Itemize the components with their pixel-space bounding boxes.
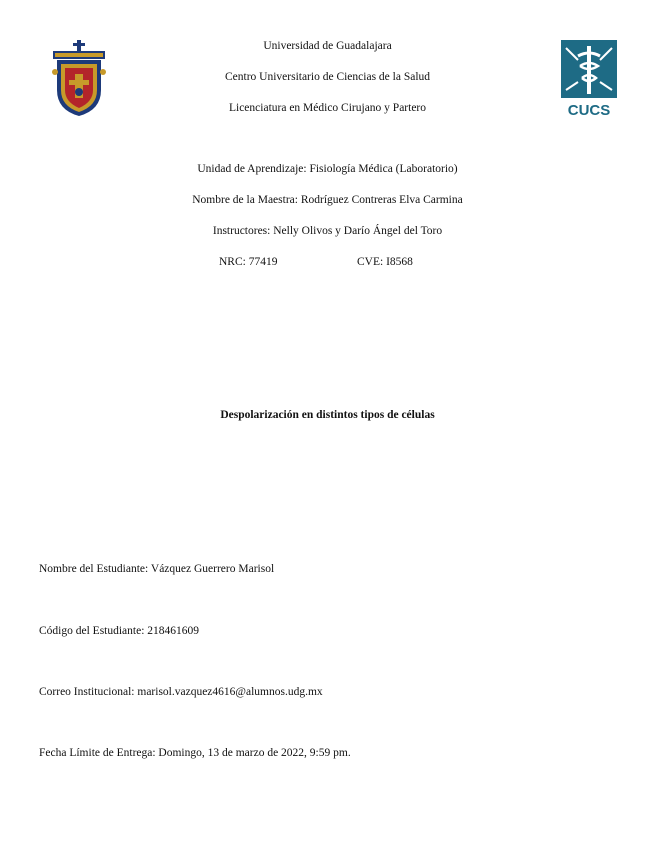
- document-title: Despolarización en distintos tipos de células: [220, 409, 435, 421]
- deadline: Fecha Límite de Entrega: Domingo, 13 de marzo de 2022, 9:59 pm.: [39, 747, 351, 759]
- cve-code: CVE: I8568: [357, 256, 413, 268]
- center-name: Centro Universitario de Ciencias de la Salud: [224, 71, 431, 83]
- nrc-code: NRC: 77419: [219, 256, 278, 268]
- degree-name: Licenciatura en Médico Cirujano y Partero: [228, 102, 427, 114]
- teacher-name: Nombre de la Maestra: Rodríguez Contreras Elva Carmina: [192, 194, 463, 206]
- instructors: Instructores: Nelly Olivos y Darío Ángel del Toro: [212, 225, 443, 237]
- student-name: Nombre del Estudiante: Vázquez Guerrero Marisol: [39, 563, 275, 575]
- student-email: Correo Institucional: marisol.vazquez4616@alumnos.udg.mx: [39, 686, 323, 698]
- course-unit: Unidad de Aprendizaje: Fisiología Médica (Laboratorio): [197, 163, 458, 175]
- student-code: Código del Estudiante: 218461609: [39, 625, 200, 637]
- university-name: Universidad de Guadalajara: [263, 40, 392, 52]
- cucs-logo-text: CUCS: [567, 102, 611, 118]
